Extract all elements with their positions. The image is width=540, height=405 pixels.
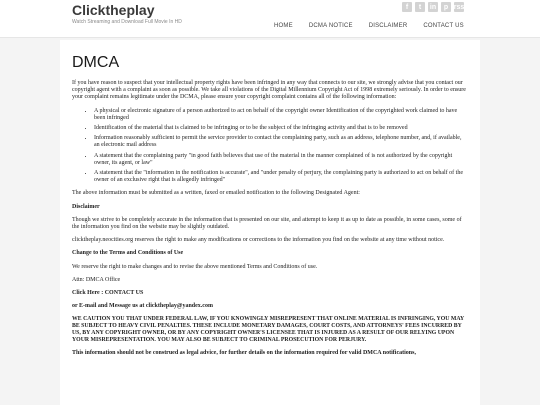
- site-tagline: Watch Streaming and Download Full Movie In HD: [72, 19, 182, 25]
- intro-paragraph: If you have reason to suspect that your intellectual property rights have been infringed in any way that connects to our site, we strongly advise that you contact our copyright agent with a complaint as soon as possible. We take all violations of the Digital Millennium Copyright Act of 1998 extremely seriously. In order to ensure your complaint remains legitimate under the DCMA, please ensure your copyright complaint contains all of the following information:: [72, 80, 466, 101]
- reserve-text: clicktheplay.neocities.org reserves the right to make any modifications or corrections to the information you find on the website at any time without notice.: [72, 237, 445, 244]
- site-brand[interactable]: Clicktheplay: [72, 2, 155, 18]
- changes-text: We reserve the right to make changes and to revise the above mentioned Terms and Conditions of use.: [72, 263, 318, 270]
- attn-line: Attn: DMCA Office: [72, 276, 121, 283]
- caution-text: WE CAUTION YOU THAT UNDER FEDERAL LAW, IF YOU KNOWINGLY MISREPRESENT THAT ONLINE MATERIAL IS INFRINGING, YOU MAY BE SUBJECT TO HEAVY CIVIL PENALTIES. THESE INCLUDE MONETARY DAMAGES, COURT COSTS, AND ATTORNEYS' FEES INCURRED BY US, BY ANY COPYRIGHT OWNER, OR BY ANY COPYRIGHT OWNER'S LICENSEE THAT IS INJURED AS A RESULT OF OUR RELYING UPON YOUR MISREPRESENTATION. YOU MAY ALSO BE SUBJECT TO CRIMINAL PROSECUTION FOR PERJURY.: [72, 316, 464, 344]
- site-header: [0, 0, 540, 38]
- linkedin-icon[interactable]: in: [429, 3, 437, 11]
- nav-home[interactable]: HOME: [274, 23, 293, 29]
- changes-heading: Change to the Terms and Conditions of Use: [72, 250, 184, 257]
- main-nav: [266, 20, 472, 32]
- nav-disclaimer[interactable]: DISCLAIMER: [368, 23, 408, 29]
- requirements-list: [72, 108, 468, 185]
- list-item: • A statement that the "information in the notification is accurate", and "under penalty of perjury, the complaining party is authorized to act on behalf of the owner of an exclusive right that is allegedly infringed": [94, 170, 468, 184]
- list-item: • A statement that the complaining party "in good faith believes that use of the material in the manner complained of is not authorized by the copyright owner, its agent, or law": [94, 153, 468, 167]
- pinterest-icon[interactable]: p: [441, 2, 451, 12]
- facebook-icon[interactable]: f: [402, 2, 412, 12]
- header-divider: [0, 37, 540, 38]
- click-here-line: [72, 290, 468, 297]
- list-item: • Information reasonably sufficient to permit the service provider to contact the complaining party, such as an address, telephone number, and, if available, an electronic mail address: [94, 135, 468, 149]
- list-item: • A physical or electronic signature of a person authorized to act on behalf of the copyright owner Identification of the copyrighted work claimed to have been infringed: [94, 108, 468, 122]
- submit-note: The above information must be submitted as a written, faxed or emailed notification to the following Designated Agent:: [72, 190, 360, 197]
- list-item: • Identification of the material that is claimed to be infringing or to be the subject of the infringing activity and that is to be removed: [94, 125, 468, 132]
- nav-dcma-notice[interactable]: DCMA NOTICE: [308, 23, 353, 29]
- nav-contact-us[interactable]: CONTACT US: [423, 23, 464, 29]
- email-line: or E-mail and Message us at clicktheplay@yandex.com: [72, 303, 213, 310]
- disclaimer-text: Though we strive to be completely accurate in the information that is presented on our site, and attempt to keep it as up to date as possible, in some cases, some of the information you find on the website may be slightly outdated.: [72, 216, 462, 231]
- rss-icon[interactable]: rss: [453, 3, 465, 11]
- final-note: This information should not be construed as legal advice, for further details on the information required for valid DMCA notifications,: [72, 350, 416, 357]
- contact-us-link[interactable]: CONTACT US: [104, 290, 144, 297]
- click-here-prefix: Click Here :: [72, 290, 105, 297]
- content-area: [60, 40, 480, 405]
- page-title: DMCA: [72, 54, 120, 71]
- twitter-icon[interactable]: t: [415, 2, 425, 12]
- disclaimer-heading: Disclaimer: [72, 203, 100, 210]
- social-links: [402, 2, 464, 12]
